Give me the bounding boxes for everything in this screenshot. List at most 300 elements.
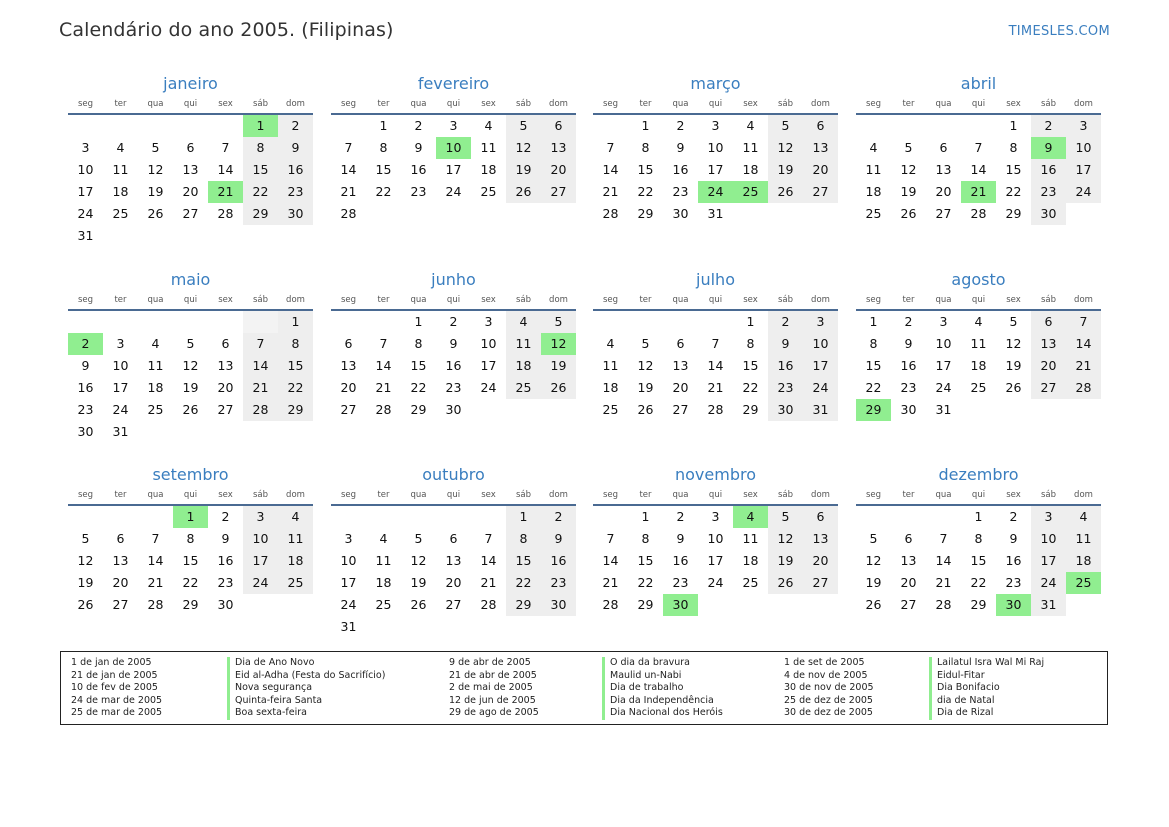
month-name: dezembro: [938, 465, 1019, 484]
day-cell: 8: [278, 333, 313, 355]
day-cell: 11: [1066, 528, 1101, 550]
day-cell: 7: [151, 531, 160, 546]
day-cell: 11: [112, 162, 129, 177]
empty-day-cell: [366, 506, 401, 528]
day-cell: 12: [147, 162, 164, 177]
empty-day-cell: [768, 203, 803, 225]
day-cell: 16: [217, 553, 234, 568]
day-cell: 17: [707, 162, 724, 177]
day-cell: 10: [77, 162, 94, 177]
day-cell: 31: [112, 424, 129, 439]
weekday-label: seg: [340, 99, 357, 109]
day-cell: 3: [711, 509, 720, 524]
day-cell: 6: [803, 115, 838, 137]
week-row: [331, 159, 576, 181]
day-cell: 23: [768, 377, 803, 399]
month-julho: [593, 269, 838, 421]
day-cell: 22: [278, 377, 313, 399]
month-maio: [68, 269, 313, 443]
day-cell: 15: [1005, 162, 1022, 177]
legend-dates-column: [784, 657, 874, 720]
holiday-day-cell: 10: [436, 137, 471, 159]
month-name: outubro: [422, 465, 485, 484]
day-cell: 12: [768, 528, 803, 550]
day-cell: 24: [445, 184, 462, 199]
weekday-label: sex: [1006, 99, 1021, 109]
day-cell: 3: [711, 118, 720, 133]
day-cell: 27: [217, 402, 234, 417]
day-cell: 12: [182, 358, 199, 373]
empty-day-cell: [663, 311, 698, 333]
weekday-label: seg: [602, 490, 619, 500]
weekday-label: qua: [935, 295, 952, 305]
week-row: [856, 203, 1101, 225]
empty-day-cell: [331, 506, 366, 528]
weekday-header: [593, 291, 838, 311]
legend-date: 30 de nov de 2005: [784, 682, 874, 694]
day-cell: 5: [1009, 314, 1018, 329]
weekday-header: [68, 486, 313, 506]
empty-day-cell: [138, 506, 173, 528]
day-cell: 5: [541, 311, 576, 333]
day-cell: 1: [974, 509, 983, 524]
day-cell: 21: [707, 380, 724, 395]
legend-date: 1 de jan de 2005: [71, 657, 152, 668]
empty-day-cell: [366, 311, 401, 333]
day-cell: 18: [147, 380, 164, 395]
empty-day-cell: [243, 225, 278, 247]
empty-day-cell: [103, 115, 138, 137]
day-cell: 27: [112, 597, 129, 612]
day-cell: 27: [803, 572, 838, 594]
day-cell: 20: [340, 380, 357, 395]
empty-day-cell: [173, 115, 208, 137]
day-cell: 21: [147, 575, 164, 590]
day-cell: 25: [970, 380, 987, 395]
weekday-label: qui: [971, 99, 986, 109]
day-cell: 19: [768, 550, 803, 572]
day-cell: 25: [506, 377, 541, 399]
weekday-label: dom: [286, 295, 305, 305]
day-cell: 5: [641, 336, 650, 351]
day-cell: 25: [278, 572, 313, 594]
day-cell: 28: [970, 206, 987, 221]
day-cell: 14: [1066, 333, 1101, 355]
holiday-day-cell: 4: [733, 506, 768, 528]
day-cell: 20: [112, 575, 129, 590]
day-cell: 3: [449, 118, 458, 133]
weekday-label: sáb: [252, 99, 269, 109]
day-cell: 23: [1005, 575, 1022, 590]
day-cell: 3: [243, 506, 278, 528]
weekday-label: sáb: [777, 295, 794, 305]
day-cell: 20: [935, 184, 952, 199]
day-cell: 23: [900, 380, 917, 395]
day-cell: 8: [974, 531, 983, 546]
weekday-label: sáb: [1040, 490, 1057, 500]
weekday-label: qui: [708, 490, 723, 500]
day-cell: 17: [480, 358, 497, 373]
day-cell: 6: [344, 336, 353, 351]
weekday-label: qui: [971, 295, 986, 305]
day-cell: 5: [186, 336, 195, 351]
holiday-day-cell: 29: [856, 399, 891, 421]
day-cell: 28: [480, 597, 497, 612]
empty-day-cell: [593, 506, 628, 528]
day-cell: 9: [676, 531, 685, 546]
day-cell: 17: [707, 553, 724, 568]
day-cell: 3: [484, 314, 493, 329]
day-cell: 7: [711, 336, 720, 351]
day-cell: 30: [900, 402, 917, 417]
month-fevereiro: [331, 73, 576, 225]
day-cell: 18: [506, 355, 541, 377]
day-cell: 21: [375, 380, 392, 395]
day-cell: 19: [77, 575, 94, 590]
weekday-label: seg: [340, 490, 357, 500]
day-cell: 3: [1066, 115, 1101, 137]
empty-day-cell: [803, 203, 838, 225]
day-cell: 31: [340, 619, 357, 634]
month-abril: [856, 73, 1101, 225]
week-row: [331, 399, 576, 421]
week-row: [856, 377, 1101, 399]
empty-day-cell: [961, 399, 996, 421]
day-cell: 30: [672, 206, 689, 221]
day-cell: 24: [77, 206, 94, 221]
empty-day-cell: [471, 506, 506, 528]
day-cell: 10: [935, 336, 952, 351]
day-cell: 8: [414, 336, 423, 351]
weekday-label: qua: [410, 490, 427, 500]
day-cell: 12: [865, 553, 882, 568]
day-cell: 23: [77, 402, 94, 417]
day-cell: 10: [707, 531, 724, 546]
day-cell: 24: [480, 380, 497, 395]
weekday-header: [856, 486, 1101, 506]
empty-day-cell: [1066, 399, 1101, 421]
day-cell: 28: [707, 402, 724, 417]
day-cell: 24: [340, 597, 357, 612]
empty-day-cell: [278, 225, 313, 247]
day-cell: 15: [243, 159, 278, 181]
week-row: [68, 506, 313, 528]
day-cell: 4: [869, 140, 878, 155]
day-cell: 23: [410, 184, 427, 199]
day-cell: 24: [1066, 181, 1101, 203]
empty-day-cell: [103, 311, 138, 333]
day-cell: 16: [672, 553, 689, 568]
day-cell: 15: [278, 355, 313, 377]
week-row: [856, 506, 1101, 528]
brand-link[interactable]: TIMESLES.COM: [1008, 24, 1110, 39]
legend-date: 1 de set de 2005: [784, 657, 865, 668]
weekday-label: ter: [902, 99, 915, 109]
weekday-label: dom: [286, 490, 305, 500]
day-cell: 7: [221, 140, 230, 155]
day-cell: 28: [935, 597, 952, 612]
week-row: [331, 550, 576, 572]
day-cell: 24: [707, 575, 724, 590]
weekday-label: seg: [865, 295, 882, 305]
day-cell: 3: [81, 140, 90, 155]
week-row: [331, 333, 576, 355]
week-row: [68, 225, 313, 247]
empty-day-cell: [103, 225, 138, 247]
day-cell: 10: [803, 333, 838, 355]
day-cell: 27: [182, 206, 199, 221]
weekday-label: qua: [935, 490, 952, 500]
week-row: [593, 399, 838, 421]
day-cell: 17: [112, 380, 129, 395]
legend-holiday-name: Dia de trabalho: [602, 682, 723, 695]
legend-holiday-name: Dia Nacional dos Heróis: [602, 707, 723, 720]
day-cell: 23: [278, 181, 313, 203]
day-cell: 24: [243, 572, 278, 594]
day-cell: 27: [803, 181, 838, 203]
week-row: [593, 115, 838, 137]
empty-day-cell: [698, 311, 733, 333]
day-cell: 6: [221, 336, 230, 351]
weekday-label: qua: [935, 99, 952, 109]
day-cell: 14: [217, 162, 234, 177]
day-cell: 15: [637, 162, 654, 177]
day-cell: 26: [768, 572, 803, 594]
day-cell: 7: [243, 333, 278, 355]
day-cell: 9: [768, 333, 803, 355]
day-cell: 2: [676, 118, 685, 133]
empty-day-cell: [856, 115, 891, 137]
week-row: [331, 377, 576, 399]
day-cell: 19: [637, 380, 654, 395]
empty-day-cell: [471, 399, 506, 421]
day-cell: 18: [375, 575, 392, 590]
day-cell: 30: [768, 399, 803, 421]
day-cell: 17: [445, 162, 462, 177]
day-cell: 8: [641, 531, 650, 546]
legend-names-column: [929, 657, 1044, 720]
day-cell: 27: [935, 206, 952, 221]
weekday-label: sáb: [252, 490, 269, 500]
month-name: maio: [170, 270, 211, 289]
month-agosto: [856, 269, 1101, 421]
day-cell: 28: [340, 206, 357, 221]
weekday-label: seg: [77, 99, 94, 109]
weekday-label: qui: [183, 295, 198, 305]
day-cell: 25: [480, 184, 497, 199]
day-cell: 7: [344, 140, 353, 155]
day-cell: 21: [243, 377, 278, 399]
day-cell: 5: [869, 531, 878, 546]
day-cell: 30: [541, 594, 576, 616]
day-cell: 3: [939, 314, 948, 329]
day-cell: 19: [410, 575, 427, 590]
legend-date: 2 de mai de 2005: [449, 682, 533, 694]
day-cell: 30: [278, 203, 313, 225]
day-cell: 10: [243, 528, 278, 550]
empty-day-cell: [278, 421, 313, 443]
day-cell: 6: [939, 140, 948, 155]
weekday-label: sex: [1006, 490, 1021, 500]
day-cell: 23: [672, 184, 689, 199]
empty-day-cell: [138, 225, 173, 247]
holiday-day-cell: 30: [663, 594, 698, 616]
day-cell: 27: [1031, 377, 1066, 399]
day-cell: 7: [379, 336, 388, 351]
day-cell: 29: [742, 402, 759, 417]
weekday-label: sex: [481, 295, 496, 305]
day-cell: 25: [147, 402, 164, 417]
day-cell: 9: [449, 336, 458, 351]
day-cell: 20: [541, 159, 576, 181]
weekday-header: [331, 95, 576, 115]
weekday-header: [593, 95, 838, 115]
day-cell: 16: [1005, 553, 1022, 568]
day-cell: 15: [410, 358, 427, 373]
day-cell: 9: [81, 358, 90, 373]
page-title: Calendário do ano 2005. (Filipinas): [59, 19, 394, 41]
day-cell: 11: [602, 358, 619, 373]
weekday-label: ter: [114, 99, 127, 109]
day-cell: 23: [445, 380, 462, 395]
month-name: fevereiro: [417, 74, 490, 93]
weekday-label: qua: [410, 295, 427, 305]
day-cell: 10: [707, 140, 724, 155]
day-cell: 8: [506, 528, 541, 550]
day-cell: 29: [278, 399, 313, 421]
holiday-day-cell: 12: [541, 333, 576, 355]
day-cell: 3: [344, 531, 353, 546]
empty-day-cell: [243, 421, 278, 443]
day-cell: 6: [186, 140, 195, 155]
week-row: [593, 333, 838, 355]
weekday-label: ter: [114, 490, 127, 500]
week-row: [856, 550, 1101, 572]
day-cell: 9: [541, 528, 576, 550]
day-cell: 5: [81, 531, 90, 546]
day-cell: 14: [243, 355, 278, 377]
day-cell: 21: [340, 184, 357, 199]
weekday-label: sáb: [515, 99, 532, 109]
day-cell: 16: [77, 380, 94, 395]
day-cell: 16: [445, 358, 462, 373]
day-cell: 15: [182, 553, 199, 568]
day-cell: 4: [606, 336, 615, 351]
legend-dates-column: [71, 657, 162, 720]
day-cell: 13: [803, 137, 838, 159]
day-cell: 30: [1031, 203, 1066, 225]
day-cell: 3: [803, 311, 838, 333]
day-cell: 14: [602, 162, 619, 177]
weekday-label: sáb: [252, 295, 269, 305]
weekday-header: [593, 486, 838, 506]
weekday-label: qui: [971, 490, 986, 500]
weekday-header: [68, 291, 313, 311]
weekday-label: qui: [446, 99, 461, 109]
week-row: [593, 594, 838, 616]
legend-date: 9 de abr de 2005: [449, 657, 531, 668]
weekday-label: sex: [481, 490, 496, 500]
day-cell: 11: [970, 336, 987, 351]
day-cell: 29: [637, 597, 654, 612]
legend-holiday-name: Dia da Independência: [602, 695, 723, 708]
empty-day-cell: [173, 225, 208, 247]
day-cell: 13: [340, 358, 357, 373]
day-cell: 19: [1005, 358, 1022, 373]
day-cell: 22: [865, 380, 882, 395]
day-cell: 12: [506, 137, 541, 159]
day-cell: 13: [217, 358, 234, 373]
week-row: [331, 594, 576, 616]
day-cell: 8: [1009, 140, 1018, 155]
empty-day-cell: [68, 115, 103, 137]
week-row: [331, 528, 576, 550]
day-cell: 1: [379, 118, 388, 133]
holiday-day-cell: 30: [996, 594, 1031, 616]
day-cell: 31: [707, 206, 724, 221]
day-cell: 28: [243, 399, 278, 421]
week-row: [593, 181, 838, 203]
day-cell: 18: [742, 553, 759, 568]
legend-holiday-name: Eid al-Adha (Festa do Sacrifício): [227, 670, 385, 683]
day-cell: 27: [672, 402, 689, 417]
day-cell: 23: [541, 572, 576, 594]
day-cell: 8: [641, 140, 650, 155]
day-cell: 6: [541, 115, 576, 137]
weekday-label: seg: [340, 295, 357, 305]
weekday-label: sáb: [515, 490, 532, 500]
weekday-label: dom: [1074, 99, 1093, 109]
day-cell: 9: [676, 140, 685, 155]
day-cell: 29: [182, 597, 199, 612]
day-cell: 29: [506, 594, 541, 616]
month-novembro: [593, 464, 838, 616]
weekday-label: qui: [183, 99, 198, 109]
day-cell: 17: [1031, 550, 1066, 572]
month-name: março: [690, 74, 741, 93]
week-row: [68, 115, 313, 137]
day-cell: 14: [340, 162, 357, 177]
legend-date: 24 de mar de 2005: [71, 694, 163, 706]
day-cell: 26: [182, 402, 199, 417]
week-row: [593, 355, 838, 377]
day-cell: 27: [445, 597, 462, 612]
day-cell: 31: [803, 399, 838, 421]
day-cell: 26: [410, 597, 427, 612]
legend-date: 10 de fev de 2005: [71, 682, 158, 694]
week-row: [593, 137, 838, 159]
day-cell: 14: [935, 553, 952, 568]
weekday-label: sex: [1006, 295, 1021, 305]
week-row: [68, 550, 313, 572]
day-cell: 10: [1066, 137, 1101, 159]
day-cell: 25: [375, 597, 392, 612]
day-cell: 14: [480, 553, 497, 568]
weekday-label: ter: [377, 295, 390, 305]
day-cell: 8: [379, 140, 388, 155]
day-cell: 16: [672, 162, 689, 177]
day-cell: 19: [900, 184, 917, 199]
day-cell: 10: [1031, 528, 1066, 550]
day-cell: 6: [803, 506, 838, 528]
week-row: [331, 115, 576, 137]
day-cell: 8: [243, 137, 278, 159]
weekday-label: dom: [549, 490, 568, 500]
day-cell: 5: [151, 140, 160, 155]
day-cell: 20: [900, 575, 917, 590]
holiday-day-cell: 21: [961, 181, 996, 203]
week-row: [331, 616, 576, 638]
